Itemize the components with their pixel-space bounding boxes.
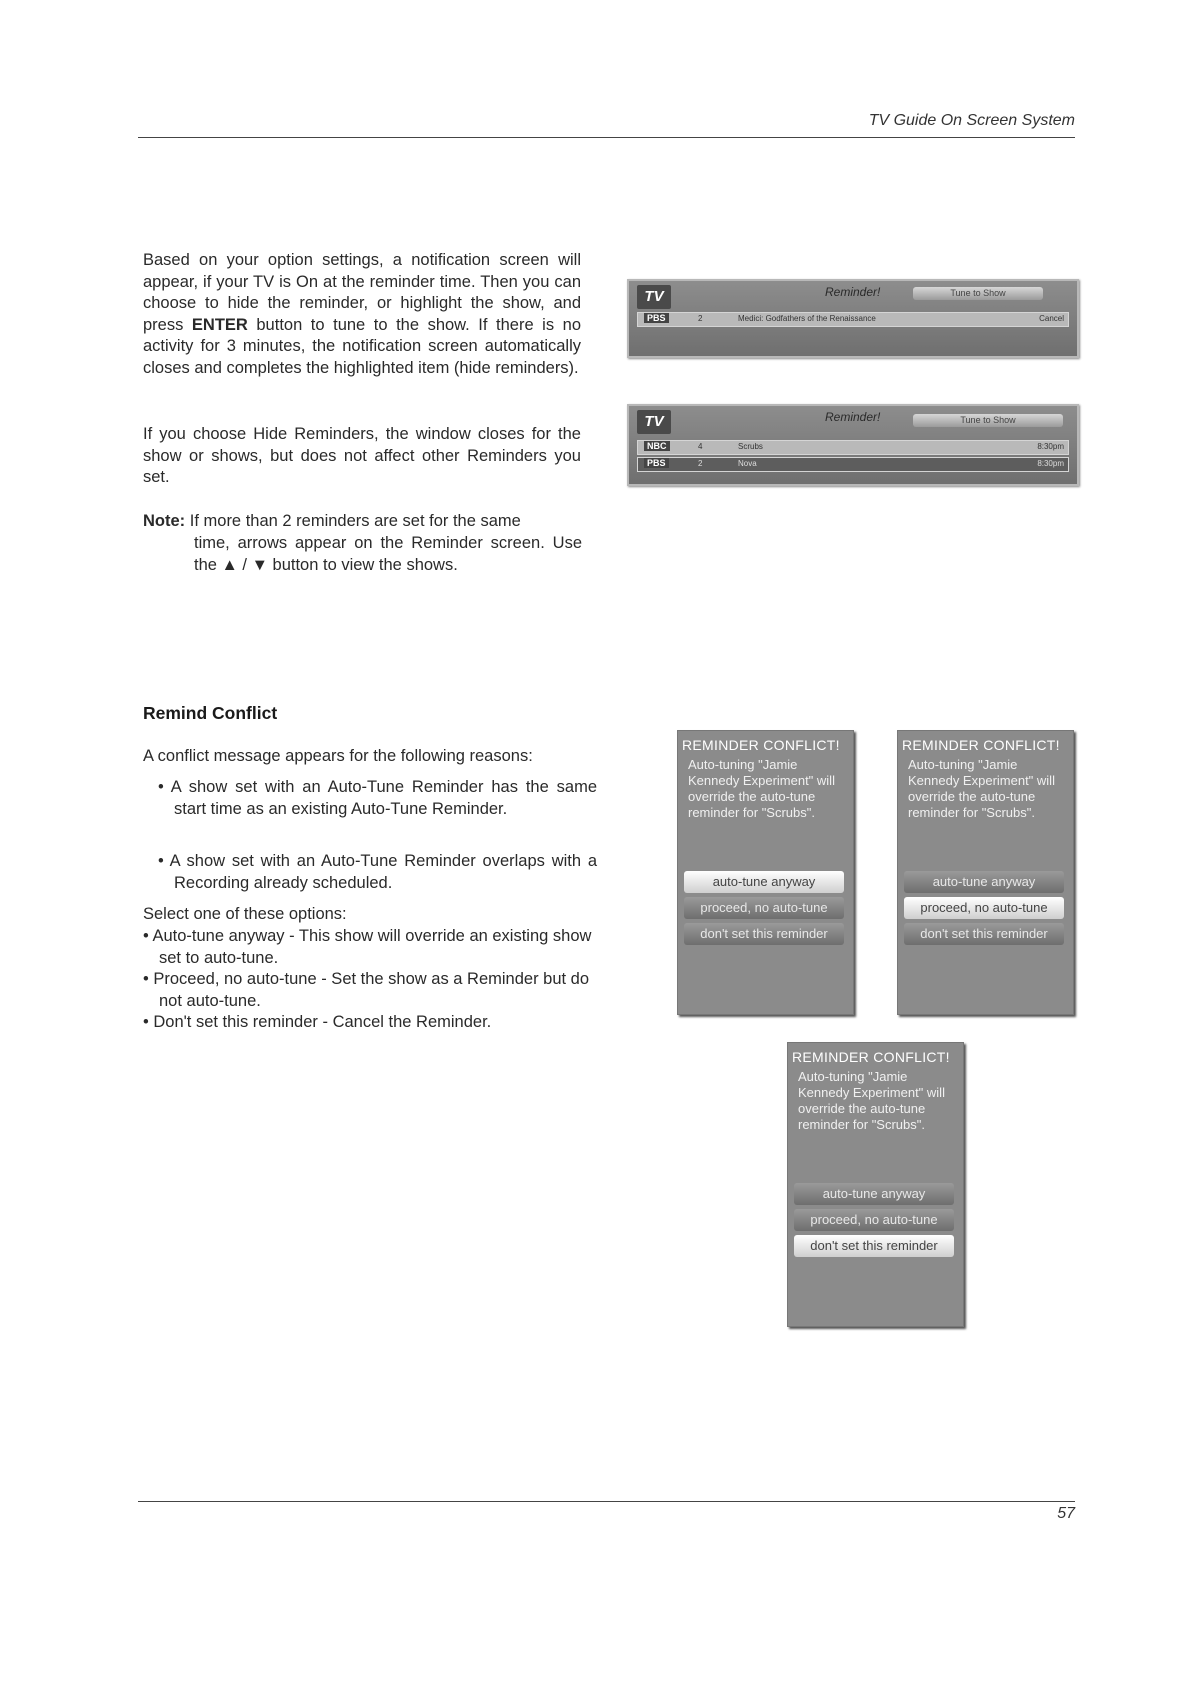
reminder-row[interactable] <box>637 457 1069 472</box>
enter-keyword: ENTER <box>191 315 248 334</box>
reminder-row[interactable] <box>637 312 1069 327</box>
row-status: Cancel <box>1039 314 1064 323</box>
note-label: Note: <box>143 512 186 530</box>
tune-to-show-button[interactable]: Tune to Show <box>913 414 1063 427</box>
dont-set-reminder-option[interactable]: don't set this reminder <box>904 923 1064 945</box>
option-dont-set-reminder: • Don't set this reminder - Cancel the Reminder. <box>143 1013 492 1031</box>
show-title: Nova <box>738 459 757 468</box>
proceed-no-auto-tune-option[interactable]: proceed, no auto-tune <box>794 1209 954 1231</box>
option-proceed-no-auto-tune: • Proceed, no auto-tune - Set the show as a Reminder but do not auto-tune. <box>143 970 590 1010</box>
intro-paragraph-1 <box>143 250 581 380</box>
channel-number: 4 <box>698 442 703 451</box>
reminder-title: Reminder! <box>825 285 881 299</box>
intro-text-a: Based on your option settings, a notification screen will appear, if your TV is On at the reminder time. Then you can choose to hide the reminder, or highlight the show, and press <box>143 251 581 334</box>
tv-guide-logo: TV <box>637 410 671 434</box>
channel-badge: PBS <box>644 458 669 468</box>
row-status: 8:30pm <box>1037 442 1064 451</box>
channel-badge: NBC <box>644 441 670 451</box>
intro-text-b: button to tune to the show. If there is no activity for 3 minutes, the notification screen automatically closes and completes the highlighted item (hide reminders). <box>143 315 582 377</box>
note-first-line <box>143 511 583 533</box>
proceed-no-auto-tune-option[interactable]: proceed, no auto-tune <box>684 897 844 919</box>
note-body: time, arrows appear on the Reminder screen. Use the ▲ / ▼ button to view the shows. <box>194 534 582 574</box>
header-rule <box>138 137 1075 138</box>
conflict-reason-2: • A show set with an Auto-Tune Reminder overlaps with a Recording already scheduled. <box>158 852 597 892</box>
conflict-title: REMINDER CONFLICT! <box>902 737 1060 753</box>
conflict-title: REMINDER CONFLICT! <box>792 1049 950 1065</box>
channel-badge: PBS <box>644 313 669 323</box>
reminder-screen-2 <box>627 404 1079 486</box>
conflict-message: Auto-tuning "Jamie Kennedy Experiment" will override the auto-tune reminder for "Scrubs". <box>798 1069 945 1132</box>
footer-rule <box>138 1501 1075 1502</box>
reminder-title: Reminder! <box>825 410 881 424</box>
intro-paragraph-2: If you choose Hide Reminders, the window closes for the show or shows, but does not affect other Reminders you set. <box>143 425 581 487</box>
conflict-dialog-3 <box>787 1042 964 1327</box>
conflict-intro: A conflict message appears for the following reasons: <box>143 747 533 765</box>
note-text-a: If more than 2 reminders are set for the same <box>189 512 521 530</box>
reminder-screen-1 <box>627 279 1079 358</box>
row-status: 8:30pm <box>1037 459 1064 468</box>
show-title: Scrubs <box>738 442 763 451</box>
select-label: Select one of these options: <box>143 905 347 923</box>
option-auto-tune-anyway: • Auto-tune anyway - This show will override an existing show set to auto-tune. <box>143 927 592 967</box>
tune-to-show-button[interactable]: Tune to Show <box>913 287 1043 300</box>
dont-set-reminder-option[interactable]: don't set this reminder <box>684 923 844 945</box>
proceed-no-auto-tune-option[interactable]: proceed, no auto-tune <box>904 897 1064 919</box>
reminder-row[interactable] <box>637 440 1069 455</box>
conflict-reason-1: • A show set with an Auto-Tune Reminder has the same start time as an existing Auto-Tune Reminder. <box>158 778 597 818</box>
auto-tune-anyway-option[interactable]: auto-tune anyway <box>794 1183 954 1205</box>
auto-tune-anyway-option[interactable]: auto-tune anyway <box>904 871 1064 893</box>
show-title: Medici: Godfathers of the Renaissance <box>738 314 876 323</box>
channel-number: 2 <box>698 314 703 323</box>
conflict-dialog-2 <box>897 730 1074 1015</box>
channel-number: 2 <box>698 459 703 468</box>
page-number: 57 <box>1057 1505 1075 1522</box>
auto-tune-anyway-option[interactable]: auto-tune anyway <box>684 871 844 893</box>
dont-set-reminder-option[interactable]: don't set this reminder <box>794 1235 954 1257</box>
tv-guide-logo: TV <box>637 285 671 309</box>
section-heading: Remind Conflict <box>143 703 278 723</box>
conflict-message: Auto-tuning "Jamie Kennedy Experiment" will override the auto-tune reminder for "Scrubs". <box>688 757 835 820</box>
running-header: TV Guide On Screen System <box>868 112 1075 129</box>
conflict-title: REMINDER CONFLICT! <box>682 737 840 753</box>
conflict-dialog-1 <box>677 730 854 1015</box>
conflict-message: Auto-tuning "Jamie Kennedy Experiment" will override the auto-tune reminder for "Scrubs". <box>908 757 1055 820</box>
